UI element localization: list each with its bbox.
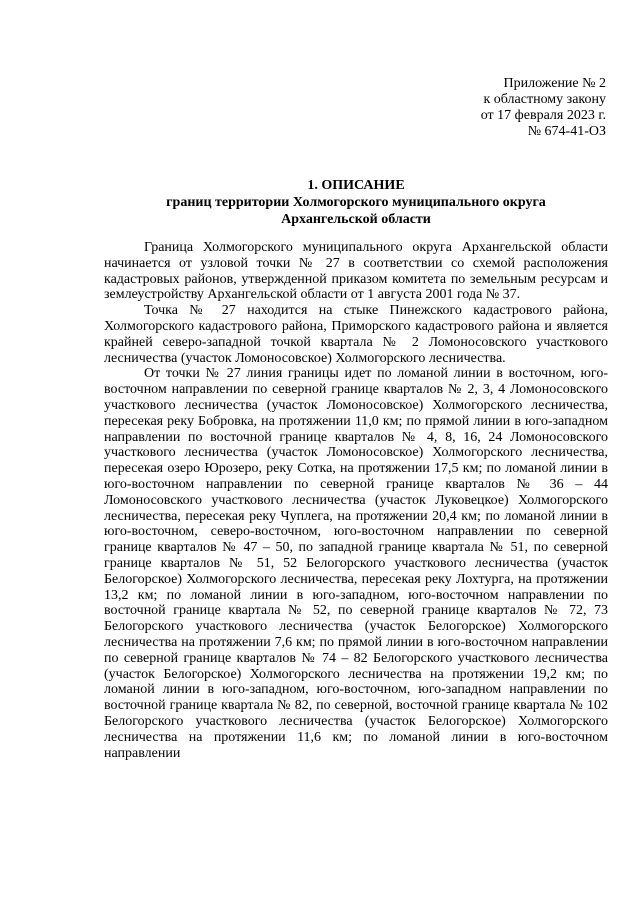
appendix-header	[366, 76, 606, 140]
document-title	[104, 177, 608, 228]
paragraph: Граница Холмогорского муниципального округа Архангельской области начинается от узловой точки № 27 в соответствии со схемой расположения кадастровых районов, утвержденной приказом комитета по земельным ресурсам и землеустройству Архангельской области от 1 августа 2001 года № 37.	[104, 240, 608, 303]
paragraph: От точки № 27 линия границы идет по ломаной линии в восточном, юго-восточном направлении по северной границе кварталов № 2, 3, 4 Ломоносовского участкового лесничества (участок Ломоносовское) Холмогорского лесничества, пересекая реку Бобровка, на протяжении 11,0 км; по прямой линии в юго-западном направлении по восточной границе кварталов № 4, 8, 16, 24 Ломоносовского участкового лесничества (участок Ломоносовское) Холмогорского лесничества, пересекая озеро Юрозеро, реку Сотка, на протяжении 17,5 км; по ломаной линии в юго-восточном направлении по северной границе кварталов № 36 – 44 Ломоносовского участкового лесничества (участок Луковецкое) Холмогорского лесничества, пересекая реку Чуплега, на протяжении 20,4 км; по ломаной линии в юго-восточном, северо-восточном, юго-восточном направлении по северной границе кварталов № 47 – 50, по западной границе квартала № 51, по северной границе кварталов № 51, 52 Белогорского участкового лесничества (участок Белогорское) Холмогорского лесничества, пересекая реку Лохтурга, на протяжении 13,2 км; по ломаной линии в юго-западном, юго-восточном направлении по восточной границе квартала № 52, по северной границе кварталов № 72, 73 Белогорского участкового лесничества (участок Белогорское) Холмогорского лесничества на протяжении 7,6 км; по прямой линии в юго-восточном направлении по северной границе кварталов № 74 – 82 Белогорского участкового лесничества (участок Белогорское) Холмогорского лесничества на протяжении 19,2 км; по ломаной линии в юго-западном, юго-восточном, юго-западном направлении по восточной границе квартала № 82, по северной, восточной границе квартала № 102 Белогорского участкового лесничества (участок Белогорское) Холмогорского лесничества на протяжении 11,6 км; по ломаной линии в юго-восточном направлении	[104, 366, 608, 761]
appendix-line-4: № 674-41-ОЗ	[527, 124, 606, 139]
title-line-2: границ территории Холмогорского муниципального округа	[166, 195, 546, 210]
appendix-line-2: к областному закону	[483, 92, 606, 107]
document-body	[104, 240, 608, 761]
appendix-line-3: от 17 февраля 2023 г.	[480, 108, 606, 123]
title-line-1: 1. ОПИСАНИЕ	[307, 178, 405, 193]
title-line-3: Архангельской области	[281, 212, 431, 227]
paragraph: Точка № 27 находится на стыке Пинежского кадастрового района, Холмогорского кадастрового района, Приморского кадастрового района и является крайней северо-западной точкой квартала № 2 Ломоносовского участкового лесничества (участок Ломоносовское) Холмогорского лесничества.	[104, 303, 608, 366]
appendix-line-1: Приложение № 2	[503, 76, 606, 91]
